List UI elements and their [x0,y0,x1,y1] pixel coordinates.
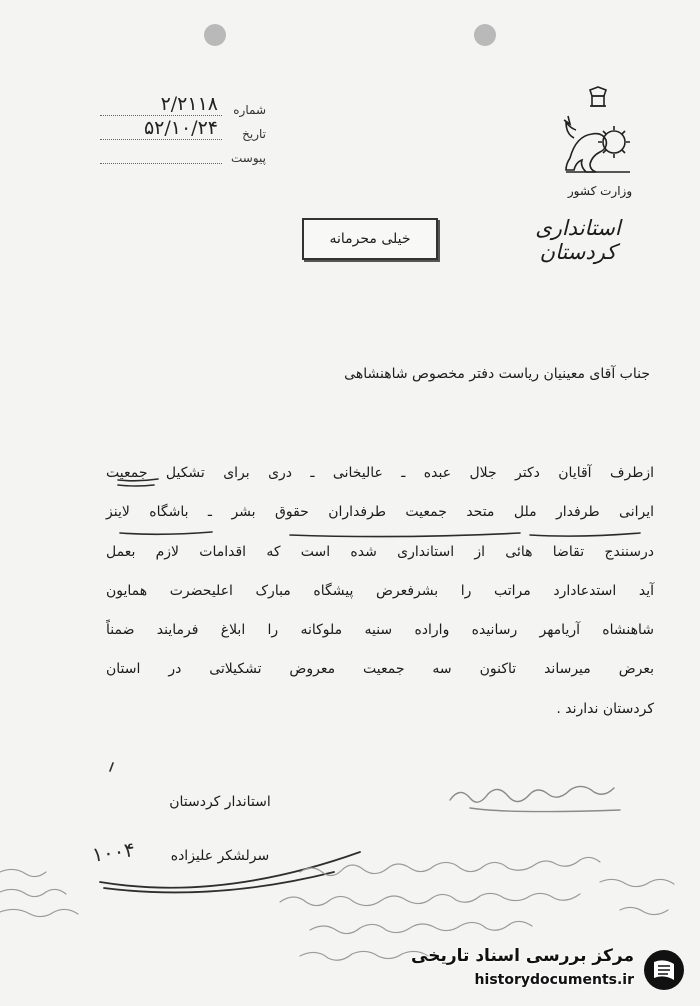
body-line: ایرانی طرفدار ملل متحد جمعیت طرفداران حقوق بشر ـ باشگاه لاینز [106,504,654,521]
office-name: استانداری کردستان [535,216,621,264]
document-metadata [96,92,266,170]
body-line: کردستان ندارند . [556,700,654,717]
date-value: ۵۲/۱۰/۲۴ [143,116,218,139]
watermark-title: مرکز بررسی اسناد تاریخی [411,946,634,966]
body-line: درسنندج تقاضا هائی از استانداری شده است که اقدامات لازم بعمل [106,543,654,560]
signatory-name: سرلشکر علیزاده [170,848,270,864]
handwritten-number: ۱۰۰۴ [90,837,137,867]
punch-hole-left [204,24,226,46]
date-row [96,116,266,146]
body-line: آید استدعادارد مراتب را بشرفعرض پیشگاه مبارک اعلیحضرت همایون [106,582,654,599]
ministry-name: وزارت کشور [567,184,633,198]
lion-and-sun-emblem-icon [556,86,640,178]
body-line: ازطرف آقایان دکتر جلال عبده ـ عالیخانی ـ دری برای تشکیل جمعیت [106,465,654,481]
letter-body [106,460,654,735]
attachment-label: پیوست [231,151,266,165]
signatory-title: استاندار کردستان [169,794,271,810]
number-value: ۲/۲۱۱۸ [160,92,218,115]
number-label: شماره [233,103,266,117]
body-line: شاهنشاه آریامهر رسانیده واراده سنیه ملوکانه را ابلاغ فرمایند ضمناً [106,622,654,639]
date-label: تاریخ [242,127,266,141]
classification-stamp: خیلی محرمانه [302,218,438,260]
addressee-line: جناب آقای معینیان ریاست دفتر مخصوص شاهنشاهی [344,366,650,382]
watermark-url: historydocuments.ir [474,972,634,988]
punch-hole-right [474,24,496,46]
history-documents-logo-icon [642,948,686,992]
body-line: بعرض میرساند تاکنون سه جمعیت معروض تشکیلاتی در استان [106,661,654,678]
attachment-row [96,146,266,170]
watermark [400,940,692,1000]
